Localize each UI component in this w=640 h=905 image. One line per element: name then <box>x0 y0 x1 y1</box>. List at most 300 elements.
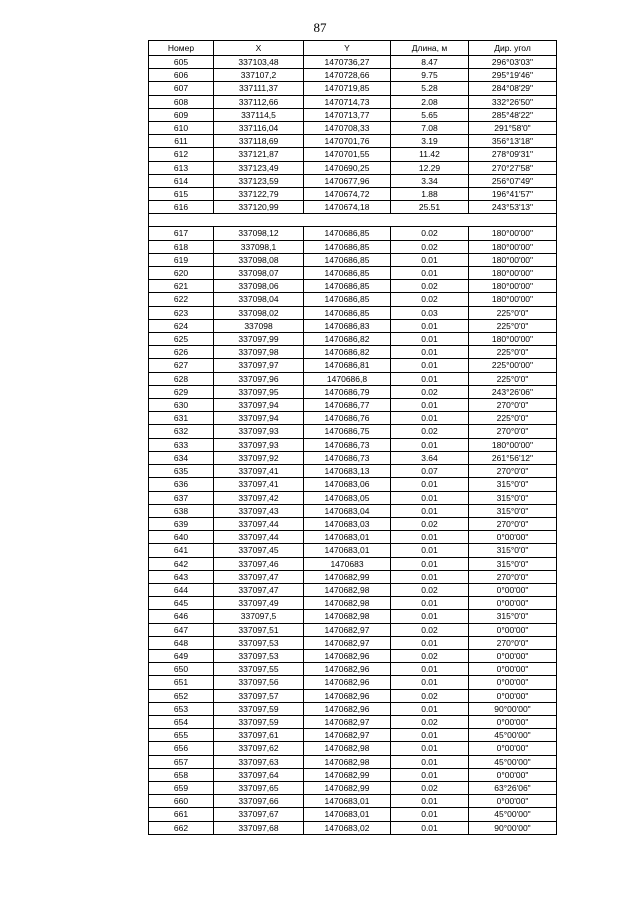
table-row <box>149 517 557 530</box>
direction-angle-cell: 270°0'0" <box>469 465 557 478</box>
length-cell: 0.02 <box>391 293 469 306</box>
table-row <box>149 267 557 280</box>
length-cell: 0.01 <box>391 319 469 332</box>
length-cell: 0.01 <box>391 544 469 557</box>
y-coordinate-cell: 1470682,98 <box>304 755 391 768</box>
x-coordinate-cell: 337097,96 <box>214 372 304 385</box>
table-row <box>149 491 557 504</box>
direction-angle-cell: 315°0'0" <box>469 610 557 623</box>
point-number-cell: 662 <box>149 821 214 834</box>
direction-angle-cell: 45°00'00" <box>469 755 557 768</box>
length-cell: 0.01 <box>391 359 469 372</box>
direction-angle-cell: 225°0'0" <box>469 372 557 385</box>
direction-angle-cell: 285°48'22" <box>469 108 557 121</box>
y-coordinate-cell: 1470683,06 <box>304 478 391 491</box>
length-cell: 0.01 <box>391 729 469 742</box>
point-number-cell: 622 <box>149 293 214 306</box>
y-coordinate-cell: 1470683,03 <box>304 517 391 530</box>
y-coordinate-cell: 1470686,85 <box>304 306 391 319</box>
table-row <box>149 583 557 596</box>
point-number-cell: 621 <box>149 280 214 293</box>
table-row <box>149 689 557 702</box>
point-number-cell: 617 <box>149 227 214 240</box>
y-coordinate-cell: 1470674,72 <box>304 188 391 201</box>
y-coordinate-cell: 1470683,05 <box>304 491 391 504</box>
y-coordinate-cell: 1470682,97 <box>304 715 391 728</box>
length-cell: 9.75 <box>391 69 469 82</box>
y-coordinate-cell: 1470683,01 <box>304 795 391 808</box>
direction-angle-cell: 0°00'00" <box>469 623 557 636</box>
table-row <box>149 82 557 95</box>
point-number-cell: 607 <box>149 82 214 95</box>
x-coordinate-cell: 337097,67 <box>214 808 304 821</box>
x-coordinate-cell: 337098 <box>214 319 304 332</box>
table-row <box>149 557 557 570</box>
y-coordinate-cell: 1470686,77 <box>304 399 391 412</box>
length-cell: 0.01 <box>391 504 469 517</box>
table-row <box>149 478 557 491</box>
x-coordinate-cell: 337098,04 <box>214 293 304 306</box>
direction-angle-cell: 296°03'03" <box>469 56 557 69</box>
direction-angle-cell: 0°00'00" <box>469 689 557 702</box>
point-number-cell: 608 <box>149 95 214 108</box>
column-header-y: Y <box>304 41 391 56</box>
point-number-cell: 660 <box>149 795 214 808</box>
y-coordinate-cell: 1470714,73 <box>304 95 391 108</box>
y-coordinate-cell: 1470701,55 <box>304 148 391 161</box>
direction-angle-cell: 261°56'12" <box>469 451 557 464</box>
x-coordinate-cell: 337097,97 <box>214 359 304 372</box>
length-cell: 0.01 <box>391 267 469 280</box>
point-number-cell: 637 <box>149 491 214 504</box>
y-coordinate-cell: 1470701,76 <box>304 135 391 148</box>
direction-angle-cell: 90°00'00" <box>469 702 557 715</box>
y-coordinate-cell: 1470682,97 <box>304 729 391 742</box>
table-row <box>149 438 557 451</box>
x-coordinate-cell: 337118,69 <box>214 135 304 148</box>
direction-angle-cell: 243°26'06" <box>469 385 557 398</box>
x-coordinate-cell: 337097,68 <box>214 821 304 834</box>
y-coordinate-cell: 1470690,25 <box>304 161 391 174</box>
y-coordinate-cell: 1470683,02 <box>304 821 391 834</box>
x-coordinate-cell: 337120,99 <box>214 201 304 214</box>
x-coordinate-cell: 337097,44 <box>214 531 304 544</box>
point-number-cell: 654 <box>149 715 214 728</box>
length-cell: 0.02 <box>391 583 469 596</box>
direction-angle-cell: 270°0'0" <box>469 636 557 649</box>
x-coordinate-cell: 337123,49 <box>214 161 304 174</box>
direction-angle-cell: 180°00'00" <box>469 240 557 253</box>
length-cell: 0.01 <box>391 768 469 781</box>
direction-angle-cell: 0°00'00" <box>469 663 557 676</box>
length-cell: 0.02 <box>391 689 469 702</box>
y-coordinate-cell: 1470686,82 <box>304 346 391 359</box>
length-cell: 0.01 <box>391 795 469 808</box>
point-number-cell: 605 <box>149 56 214 69</box>
point-number-cell: 626 <box>149 346 214 359</box>
direction-angle-cell: 270°27'58" <box>469 161 557 174</box>
direction-angle-cell: 270°0'0" <box>469 517 557 530</box>
y-coordinate-cell: 1470686,81 <box>304 359 391 372</box>
point-number-cell: 630 <box>149 399 214 412</box>
point-number-cell: 635 <box>149 465 214 478</box>
length-cell: 0.02 <box>391 517 469 530</box>
direction-angle-cell: 225°0'0" <box>469 319 557 332</box>
y-coordinate-cell: 1470683,01 <box>304 531 391 544</box>
direction-angle-cell: 291°58'0" <box>469 122 557 135</box>
length-cell: 0.01 <box>391 491 469 504</box>
length-cell: 0.02 <box>391 385 469 398</box>
x-coordinate-cell: 337097,63 <box>214 755 304 768</box>
direction-angle-cell: 225°0'0" <box>469 346 557 359</box>
x-coordinate-cell: 337097,53 <box>214 649 304 662</box>
x-coordinate-cell: 337097,57 <box>214 689 304 702</box>
point-number-cell: 646 <box>149 610 214 623</box>
point-number-cell: 606 <box>149 69 214 82</box>
separator-cell <box>149 214 557 227</box>
direction-angle-cell: 270°0'0" <box>469 570 557 583</box>
length-cell: 0.02 <box>391 240 469 253</box>
y-coordinate-cell: 1470686,76 <box>304 412 391 425</box>
y-coordinate-cell: 1470674,18 <box>304 201 391 214</box>
y-coordinate-cell: 1470686,73 <box>304 438 391 451</box>
length-cell: 0.01 <box>391 663 469 676</box>
length-cell: 0.01 <box>391 808 469 821</box>
point-number-cell: 625 <box>149 333 214 346</box>
y-coordinate-cell: 1470682,96 <box>304 649 391 662</box>
direction-angle-cell: 45°00'00" <box>469 808 557 821</box>
direction-angle-cell: 63°26'06" <box>469 781 557 794</box>
direction-angle-cell: 0°00'00" <box>469 795 557 808</box>
table-row <box>149 544 557 557</box>
length-cell: 0.01 <box>391 333 469 346</box>
x-coordinate-cell: 337097,94 <box>214 399 304 412</box>
x-coordinate-cell: 337098,12 <box>214 227 304 240</box>
table-row <box>149 610 557 623</box>
direction-angle-cell: 295°19'46" <box>469 69 557 82</box>
table-row <box>149 280 557 293</box>
direction-angle-cell: 0°00'00" <box>469 649 557 662</box>
length-cell: 7.08 <box>391 122 469 135</box>
direction-angle-cell: 270°0'0" <box>469 425 557 438</box>
table-row <box>149 795 557 808</box>
x-coordinate-cell: 337098,02 <box>214 306 304 319</box>
table-row <box>149 531 557 544</box>
point-number-cell: 649 <box>149 649 214 662</box>
column-header-length: Длина, м <box>391 41 469 56</box>
x-coordinate-cell: 337121,87 <box>214 148 304 161</box>
direction-angle-cell: 180°00'00" <box>469 293 557 306</box>
length-cell: 0.01 <box>391 531 469 544</box>
x-coordinate-cell: 337097,93 <box>214 425 304 438</box>
table-row <box>149 293 557 306</box>
table-row <box>149 346 557 359</box>
table-row <box>149 333 557 346</box>
direction-angle-cell: 180°00'00" <box>469 267 557 280</box>
point-number-cell: 644 <box>149 583 214 596</box>
table-row <box>149 148 557 161</box>
direction-angle-cell: 356°13'18" <box>469 135 557 148</box>
table-row <box>149 821 557 834</box>
point-number-cell: 613 <box>149 161 214 174</box>
x-coordinate-cell: 337097,55 <box>214 663 304 676</box>
direction-angle-cell: 180°00'00" <box>469 333 557 346</box>
x-coordinate-cell: 337097,41 <box>214 478 304 491</box>
table-row <box>149 95 557 108</box>
table-row <box>149 188 557 201</box>
table-row <box>149 69 557 82</box>
length-cell: 0.01 <box>391 610 469 623</box>
x-coordinate-cell: 337103,48 <box>214 56 304 69</box>
table-row <box>149 636 557 649</box>
length-cell: 0.01 <box>391 478 469 491</box>
table-row <box>149 465 557 478</box>
y-coordinate-cell: 1470682,96 <box>304 663 391 676</box>
x-coordinate-cell: 337097,47 <box>214 570 304 583</box>
direction-angle-cell: 284°08'29" <box>469 82 557 95</box>
point-number-cell: 638 <box>149 504 214 517</box>
y-coordinate-cell: 1470682,96 <box>304 676 391 689</box>
length-cell: 0.01 <box>391 253 469 266</box>
length-cell: 0.01 <box>391 346 469 359</box>
point-number-cell: 619 <box>149 253 214 266</box>
point-number-cell: 614 <box>149 174 214 187</box>
table-row <box>149 240 557 253</box>
direction-angle-cell: 225°0'0" <box>469 306 557 319</box>
table-row <box>149 597 557 610</box>
x-coordinate-cell: 337111,37 <box>214 82 304 95</box>
point-number-cell: 611 <box>149 135 214 148</box>
length-cell: 25.51 <box>391 201 469 214</box>
length-cell: 1.88 <box>391 188 469 201</box>
direction-angle-cell: 0°00'00" <box>469 531 557 544</box>
x-coordinate-cell: 337097,61 <box>214 729 304 742</box>
direction-angle-cell: 315°0'0" <box>469 504 557 517</box>
point-number-cell: 627 <box>149 359 214 372</box>
direction-angle-cell: 0°00'00" <box>469 676 557 689</box>
length-cell: 8.47 <box>391 56 469 69</box>
x-coordinate-cell: 337097,51 <box>214 623 304 636</box>
x-coordinate-cell: 337097,43 <box>214 504 304 517</box>
direction-angle-cell: 0°00'00" <box>469 597 557 610</box>
y-coordinate-cell: 1470682,97 <box>304 636 391 649</box>
point-number-cell: 634 <box>149 451 214 464</box>
length-cell: 0.01 <box>391 742 469 755</box>
x-coordinate-cell: 337097,66 <box>214 795 304 808</box>
table-row <box>149 399 557 412</box>
table-header-row <box>149 41 557 56</box>
table-row <box>149 425 557 438</box>
length-cell: 0.01 <box>391 821 469 834</box>
x-coordinate-cell: 337097,41 <box>214 465 304 478</box>
y-coordinate-cell: 1470682,99 <box>304 570 391 583</box>
direction-angle-cell: 332°26'50" <box>469 95 557 108</box>
y-coordinate-cell: 1470686,8 <box>304 372 391 385</box>
point-number-cell: 639 <box>149 517 214 530</box>
x-coordinate-cell: 337097,65 <box>214 781 304 794</box>
table-row <box>149 570 557 583</box>
y-coordinate-cell: 1470686,82 <box>304 333 391 346</box>
length-cell: 0.01 <box>391 702 469 715</box>
point-number-cell: 629 <box>149 385 214 398</box>
table-separator-row <box>149 214 557 227</box>
y-coordinate-cell: 1470728,66 <box>304 69 391 82</box>
point-number-cell: 615 <box>149 188 214 201</box>
point-number-cell: 652 <box>149 689 214 702</box>
y-coordinate-cell: 1470686,85 <box>304 253 391 266</box>
length-cell: 2.08 <box>391 95 469 108</box>
x-coordinate-cell: 337116,04 <box>214 122 304 135</box>
y-coordinate-cell: 1470683 <box>304 557 391 570</box>
length-cell: 11.42 <box>391 148 469 161</box>
y-coordinate-cell: 1470682,96 <box>304 702 391 715</box>
x-coordinate-cell: 337098,1 <box>214 240 304 253</box>
table-row <box>149 663 557 676</box>
direction-angle-cell: 180°00'00" <box>469 438 557 451</box>
x-coordinate-cell: 337097,47 <box>214 583 304 596</box>
table-body <box>149 56 557 835</box>
table-row <box>149 108 557 121</box>
point-number-cell: 643 <box>149 570 214 583</box>
x-coordinate-cell: 337097,59 <box>214 715 304 728</box>
direction-angle-cell: 256°07'49" <box>469 174 557 187</box>
x-coordinate-cell: 337098,06 <box>214 280 304 293</box>
direction-angle-cell: 225°00'00" <box>469 359 557 372</box>
point-number-cell: 659 <box>149 781 214 794</box>
point-number-cell: 610 <box>149 122 214 135</box>
x-coordinate-cell: 337097,94 <box>214 412 304 425</box>
direction-angle-cell: 315°0'0" <box>469 557 557 570</box>
y-coordinate-cell: 1470686,85 <box>304 240 391 253</box>
y-coordinate-cell: 1470677,96 <box>304 174 391 187</box>
x-coordinate-cell: 337097,64 <box>214 768 304 781</box>
length-cell: 0.02 <box>391 227 469 240</box>
point-number-cell: 647 <box>149 623 214 636</box>
length-cell: 0.03 <box>391 306 469 319</box>
table-row <box>149 385 557 398</box>
direction-angle-cell: 278°09'31" <box>469 148 557 161</box>
point-number-cell: 657 <box>149 755 214 768</box>
x-coordinate-cell: 337097,5 <box>214 610 304 623</box>
table-row <box>149 504 557 517</box>
point-number-cell: 658 <box>149 768 214 781</box>
y-coordinate-cell: 1470683,01 <box>304 808 391 821</box>
y-coordinate-cell: 1470686,83 <box>304 319 391 332</box>
page-number: 87 <box>313 20 327 35</box>
length-cell: 0.01 <box>391 676 469 689</box>
y-coordinate-cell: 1470682,98 <box>304 742 391 755</box>
point-number-cell: 651 <box>149 676 214 689</box>
length-cell: 0.02 <box>391 715 469 728</box>
point-number-cell: 640 <box>149 531 214 544</box>
y-coordinate-cell: 1470686,73 <box>304 451 391 464</box>
length-cell: 5.28 <box>391 82 469 95</box>
coordinates-table <box>148 40 557 835</box>
table-row <box>149 781 557 794</box>
x-coordinate-cell: 337114,5 <box>214 108 304 121</box>
table-row <box>149 319 557 332</box>
table-row <box>149 359 557 372</box>
point-number-cell: 633 <box>149 438 214 451</box>
point-number-cell: 656 <box>149 742 214 755</box>
table-row <box>149 623 557 636</box>
table-row <box>149 227 557 240</box>
point-number-cell: 618 <box>149 240 214 253</box>
x-coordinate-cell: 337097,53 <box>214 636 304 649</box>
table-row <box>149 372 557 385</box>
x-coordinate-cell: 337107,2 <box>214 69 304 82</box>
y-coordinate-cell: 1470686,85 <box>304 227 391 240</box>
point-number-cell: 661 <box>149 808 214 821</box>
direction-angle-cell: 45°00'00" <box>469 729 557 742</box>
x-coordinate-cell: 337097,98 <box>214 346 304 359</box>
table-row <box>149 174 557 187</box>
point-number-cell: 645 <box>149 597 214 610</box>
x-coordinate-cell: 337097,56 <box>214 676 304 689</box>
y-coordinate-cell: 1470686,79 <box>304 385 391 398</box>
point-number-cell: 648 <box>149 636 214 649</box>
length-cell: 3.64 <box>391 451 469 464</box>
length-cell: 5.65 <box>391 108 469 121</box>
table-row <box>149 161 557 174</box>
point-number-cell: 609 <box>149 108 214 121</box>
y-coordinate-cell: 1470719,85 <box>304 82 391 95</box>
y-coordinate-cell: 1470682,99 <box>304 781 391 794</box>
direction-angle-cell: 90°00'00" <box>469 821 557 834</box>
direction-angle-cell: 180°00'00" <box>469 253 557 266</box>
y-coordinate-cell: 1470686,85 <box>304 293 391 306</box>
y-coordinate-cell: 1470686,85 <box>304 267 391 280</box>
y-coordinate-cell: 1470683,13 <box>304 465 391 478</box>
y-coordinate-cell: 1470686,85 <box>304 280 391 293</box>
direction-angle-cell: 0°00'00" <box>469 742 557 755</box>
point-number-cell: 642 <box>149 557 214 570</box>
table-row <box>149 451 557 464</box>
x-coordinate-cell: 337097,92 <box>214 451 304 464</box>
point-number-cell: 623 <box>149 306 214 319</box>
table-row <box>149 715 557 728</box>
table-row <box>149 306 557 319</box>
x-coordinate-cell: 337097,62 <box>214 742 304 755</box>
y-coordinate-cell: 1470682,99 <box>304 768 391 781</box>
x-coordinate-cell: 337112,66 <box>214 95 304 108</box>
length-cell: 0.02 <box>391 649 469 662</box>
table-row <box>149 676 557 689</box>
direction-angle-cell: 315°0'0" <box>469 544 557 557</box>
table-row <box>149 201 557 214</box>
point-number-cell: 636 <box>149 478 214 491</box>
direction-angle-cell: 0°00'00" <box>469 768 557 781</box>
y-coordinate-cell: 1470682,98 <box>304 597 391 610</box>
point-number-cell: 650 <box>149 663 214 676</box>
y-coordinate-cell: 1470683,01 <box>304 544 391 557</box>
point-number-cell: 631 <box>149 412 214 425</box>
y-coordinate-cell: 1470713,77 <box>304 108 391 121</box>
direction-angle-cell: 196°41'57" <box>469 188 557 201</box>
direction-angle-cell: 243°53'13" <box>469 201 557 214</box>
length-cell: 3.34 <box>391 174 469 187</box>
direction-angle-cell: 180°00'00" <box>469 280 557 293</box>
y-coordinate-cell: 1470683,04 <box>304 504 391 517</box>
length-cell: 0.01 <box>391 399 469 412</box>
point-number-cell: 620 <box>149 267 214 280</box>
length-cell: 0.01 <box>391 557 469 570</box>
column-header-number: Номер <box>149 41 214 56</box>
x-coordinate-cell: 337097,49 <box>214 597 304 610</box>
table-row <box>149 253 557 266</box>
direction-angle-cell: 180°00'00" <box>469 227 557 240</box>
x-coordinate-cell: 337097,46 <box>214 557 304 570</box>
